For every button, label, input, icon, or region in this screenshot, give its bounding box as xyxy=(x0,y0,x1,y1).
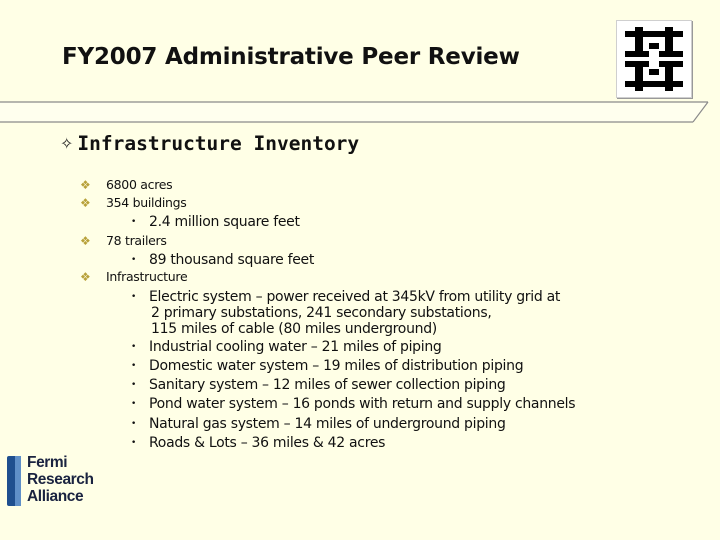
sub-list-item xyxy=(131,434,385,453)
fra-logo-text xyxy=(27,454,94,505)
sub-list-item-text: Industrial cooling water – 21 miles of piping xyxy=(149,339,442,355)
dot-bullet-icon: • xyxy=(131,438,137,448)
dot-bullet-icon: • xyxy=(131,342,137,352)
sub-list-item-text: Natural gas system – 14 miles of underground piping xyxy=(149,416,506,432)
electric-line-2: 2 primary substations, 241 secondary substations, xyxy=(151,305,492,321)
list-item-text: 354 buildings xyxy=(106,195,187,210)
fra-logo-word: Fermi xyxy=(27,454,68,471)
sub-list-item-text xyxy=(149,289,560,337)
electric-line-3: 115 miles of cable (80 miles underground) xyxy=(151,321,437,337)
sub-list-item-text: Domestic water system – 19 miles of distribution piping xyxy=(149,358,524,374)
sub-list-item xyxy=(131,395,575,414)
sub-list-item xyxy=(131,338,442,357)
diamond-bullet-icon: ❖ xyxy=(80,177,91,192)
dot-bullet-icon: • xyxy=(131,217,137,227)
sub-list-item xyxy=(131,376,506,395)
list-item-text: 6800 acres xyxy=(106,177,173,192)
sub-list-item xyxy=(131,288,560,337)
list-item xyxy=(80,195,187,210)
diamond-bullet-icon: ❖ xyxy=(80,233,91,248)
sub-list-item-text: 89 thousand square feet xyxy=(149,252,315,268)
list-item xyxy=(80,269,187,284)
sub-list-item xyxy=(131,415,506,434)
sub-list-item-text: Pond water system – 16 ponds with return and supply channels xyxy=(149,396,576,412)
dot-bullet-icon: • xyxy=(131,419,137,429)
sub-list-item-text: Sanitary system – 12 miles of sewer collection piping xyxy=(149,377,506,393)
sub-list-item xyxy=(131,251,314,270)
diamond-bullet-icon: ❖ xyxy=(80,269,91,284)
fra-logo-bar-highlight xyxy=(15,456,21,506)
dot-bullet-icon: • xyxy=(131,399,137,409)
electric-line-1: Electric system – power received at 345kV from utility grid at xyxy=(149,289,561,305)
fra-logo-word: Alliance xyxy=(27,488,84,505)
list-item-text: 78 trailers xyxy=(106,233,167,248)
sub-list-item-text: 2.4 million square feet xyxy=(149,214,300,230)
dot-bullet-icon: • xyxy=(131,292,137,302)
diamond-bullet-icon: ❖ xyxy=(80,195,91,210)
sub-list-item-text: Roads & Lots – 36 miles & 42 acres xyxy=(149,435,386,451)
fermi-research-alliance-logo xyxy=(5,453,115,509)
list-item xyxy=(80,177,172,192)
dot-bullet-icon: • xyxy=(131,255,137,265)
sub-list-item xyxy=(131,357,523,376)
sub-list-item xyxy=(131,213,300,232)
list-item xyxy=(80,233,167,248)
heading-text: Infrastructure Inventory xyxy=(77,132,360,155)
heading-bullet-icon: ✧ xyxy=(60,134,74,153)
fra-logo-word: Research xyxy=(27,471,94,488)
title-divider xyxy=(0,100,720,124)
dot-bullet-icon: • xyxy=(131,380,137,390)
slide-title: FY2007 Administrative Peer Review xyxy=(62,44,520,70)
dot-bullet-icon: • xyxy=(131,361,137,371)
section-heading xyxy=(60,132,359,155)
list-item-text: Infrastructure xyxy=(106,269,188,284)
fermilab-logo-icon xyxy=(616,20,692,98)
